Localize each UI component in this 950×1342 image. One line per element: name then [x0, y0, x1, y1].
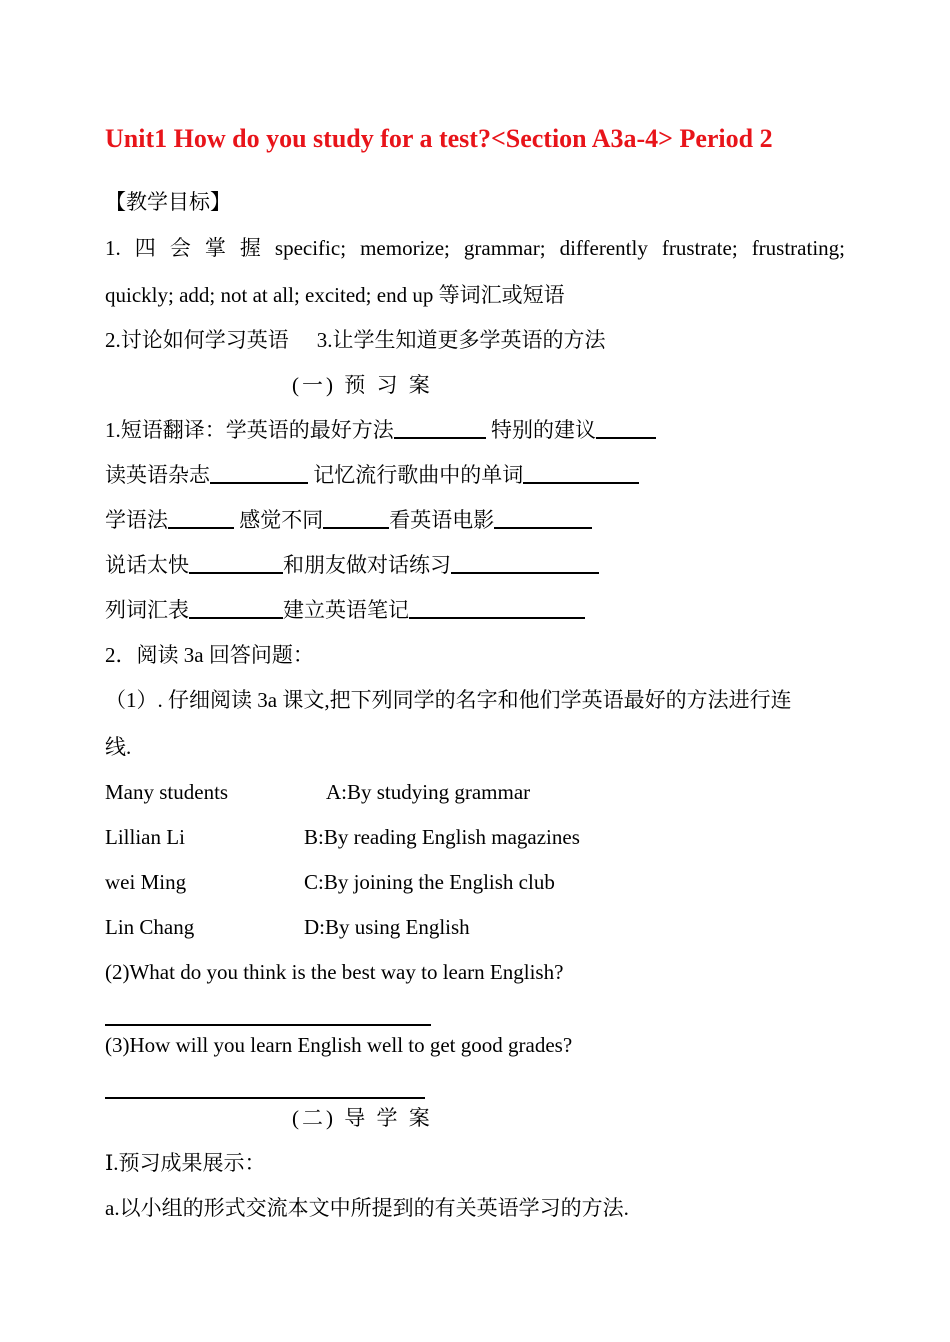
answer-blank[interactable]	[210, 481, 308, 484]
question-2: 2．阅读 3a 回答问题：	[105, 643, 314, 667]
objective-item-1	[105, 238, 845, 259]
phrase-label: 列词汇表	[105, 598, 189, 622]
answer-blank[interactable]	[523, 481, 639, 484]
phrase-row-5	[105, 600, 585, 621]
match-row	[105, 825, 580, 849]
phrase-label: 说话太快	[105, 553, 189, 577]
phrase-label: 建立英语笔记	[283, 598, 409, 622]
phrase-label: 感觉不同	[239, 508, 324, 532]
question-2-1-continued: 线.	[105, 735, 132, 759]
answer-blank[interactable]	[409, 616, 585, 619]
answer-blank[interactable]	[451, 571, 599, 574]
study-method: C:By joining the English club	[304, 870, 555, 894]
phrase-row-2	[105, 465, 639, 486]
objective-item-2-3	[105, 330, 606, 351]
objective-word: 握	[239, 236, 261, 260]
phrase-label: 学语法	[105, 508, 168, 532]
objective-word: 会	[169, 236, 191, 260]
objective-word: frustrate;	[661, 236, 738, 260]
answer-blank[interactable]	[168, 526, 234, 529]
answer-line[interactable]	[105, 1024, 431, 1026]
phrase-label: 读英语杂志	[105, 463, 210, 487]
answer-blank[interactable]	[494, 526, 592, 529]
answer-line[interactable]	[105, 1097, 425, 1099]
objective-word: frustrating;	[751, 236, 845, 260]
answer-blank[interactable]	[189, 571, 283, 574]
objective-item-1-continued: quickly; add; not at all; excited; end up 等词汇或短语	[105, 283, 565, 307]
objective-item-2: 2.讨论如何学习英语	[105, 328, 289, 352]
answer-blank[interactable]	[394, 436, 486, 439]
study-method: A:By studying grammar	[326, 780, 531, 804]
question-2-1: （1）. 仔细阅读 3a 课文,把下列同学的名字和他们学英语最好的方法进行连	[105, 688, 792, 712]
match-row	[105, 870, 555, 894]
student-name: Lin Chang	[105, 915, 195, 939]
study-method: D:By using English	[304, 915, 470, 939]
objective-word: grammar;	[463, 236, 546, 260]
objective-word: 四	[134, 236, 156, 260]
student-name: wei Ming	[105, 870, 187, 894]
student-name: Many students	[105, 780, 229, 804]
objective-word: differently	[559, 236, 648, 260]
phrase-row-4	[105, 555, 599, 576]
phrase-row-1	[105, 420, 656, 441]
phrase-row-3	[105, 510, 592, 531]
phrase-label: 看英语电影	[389, 508, 495, 532]
phrase-label: 和朋友做对话练习	[283, 553, 451, 577]
objective-word: 掌	[204, 236, 226, 260]
guide-item-a: a.以小组的形式交流本文中所提到的有关英语学习的方法.	[105, 1196, 629, 1220]
study-method: B:By reading English magazines	[304, 825, 580, 849]
phrase-label: 记忆流行歌曲中的单词	[313, 463, 524, 487]
objective-word: specific;	[274, 236, 347, 260]
match-row	[105, 915, 470, 939]
document-title: Unit1 How do you study for a test?<Section A3a-4> Period 2	[105, 124, 773, 153]
answer-blank[interactable]	[596, 436, 656, 439]
guide-section-1: Ⅰ.预习成果展示：	[105, 1151, 266, 1175]
answer-blank[interactable]	[323, 526, 389, 529]
question-2-3: (3)How will you learn English well to get good grades?	[105, 1033, 573, 1057]
guide-heading: (二) 导 学 案	[292, 1106, 433, 1130]
match-row	[105, 780, 531, 804]
objective-item-3: 3.让学生知道更多学英语的方法	[316, 328, 606, 352]
objectives-header: 【教学目标】	[105, 190, 231, 214]
question-2-2: (2)What do you think is the best way to learn English?	[105, 960, 564, 984]
objective-word: 1.	[105, 236, 121, 260]
objective-word: memorize;	[360, 236, 450, 260]
phrase-label: 1.短语翻译：学英语的最好方法	[105, 418, 394, 442]
answer-blank[interactable]	[189, 616, 283, 619]
student-name: Lillian Li	[105, 825, 185, 849]
phrase-label: 特别的建议	[491, 418, 596, 442]
preview-heading: (一) 预 习 案	[292, 373, 433, 397]
